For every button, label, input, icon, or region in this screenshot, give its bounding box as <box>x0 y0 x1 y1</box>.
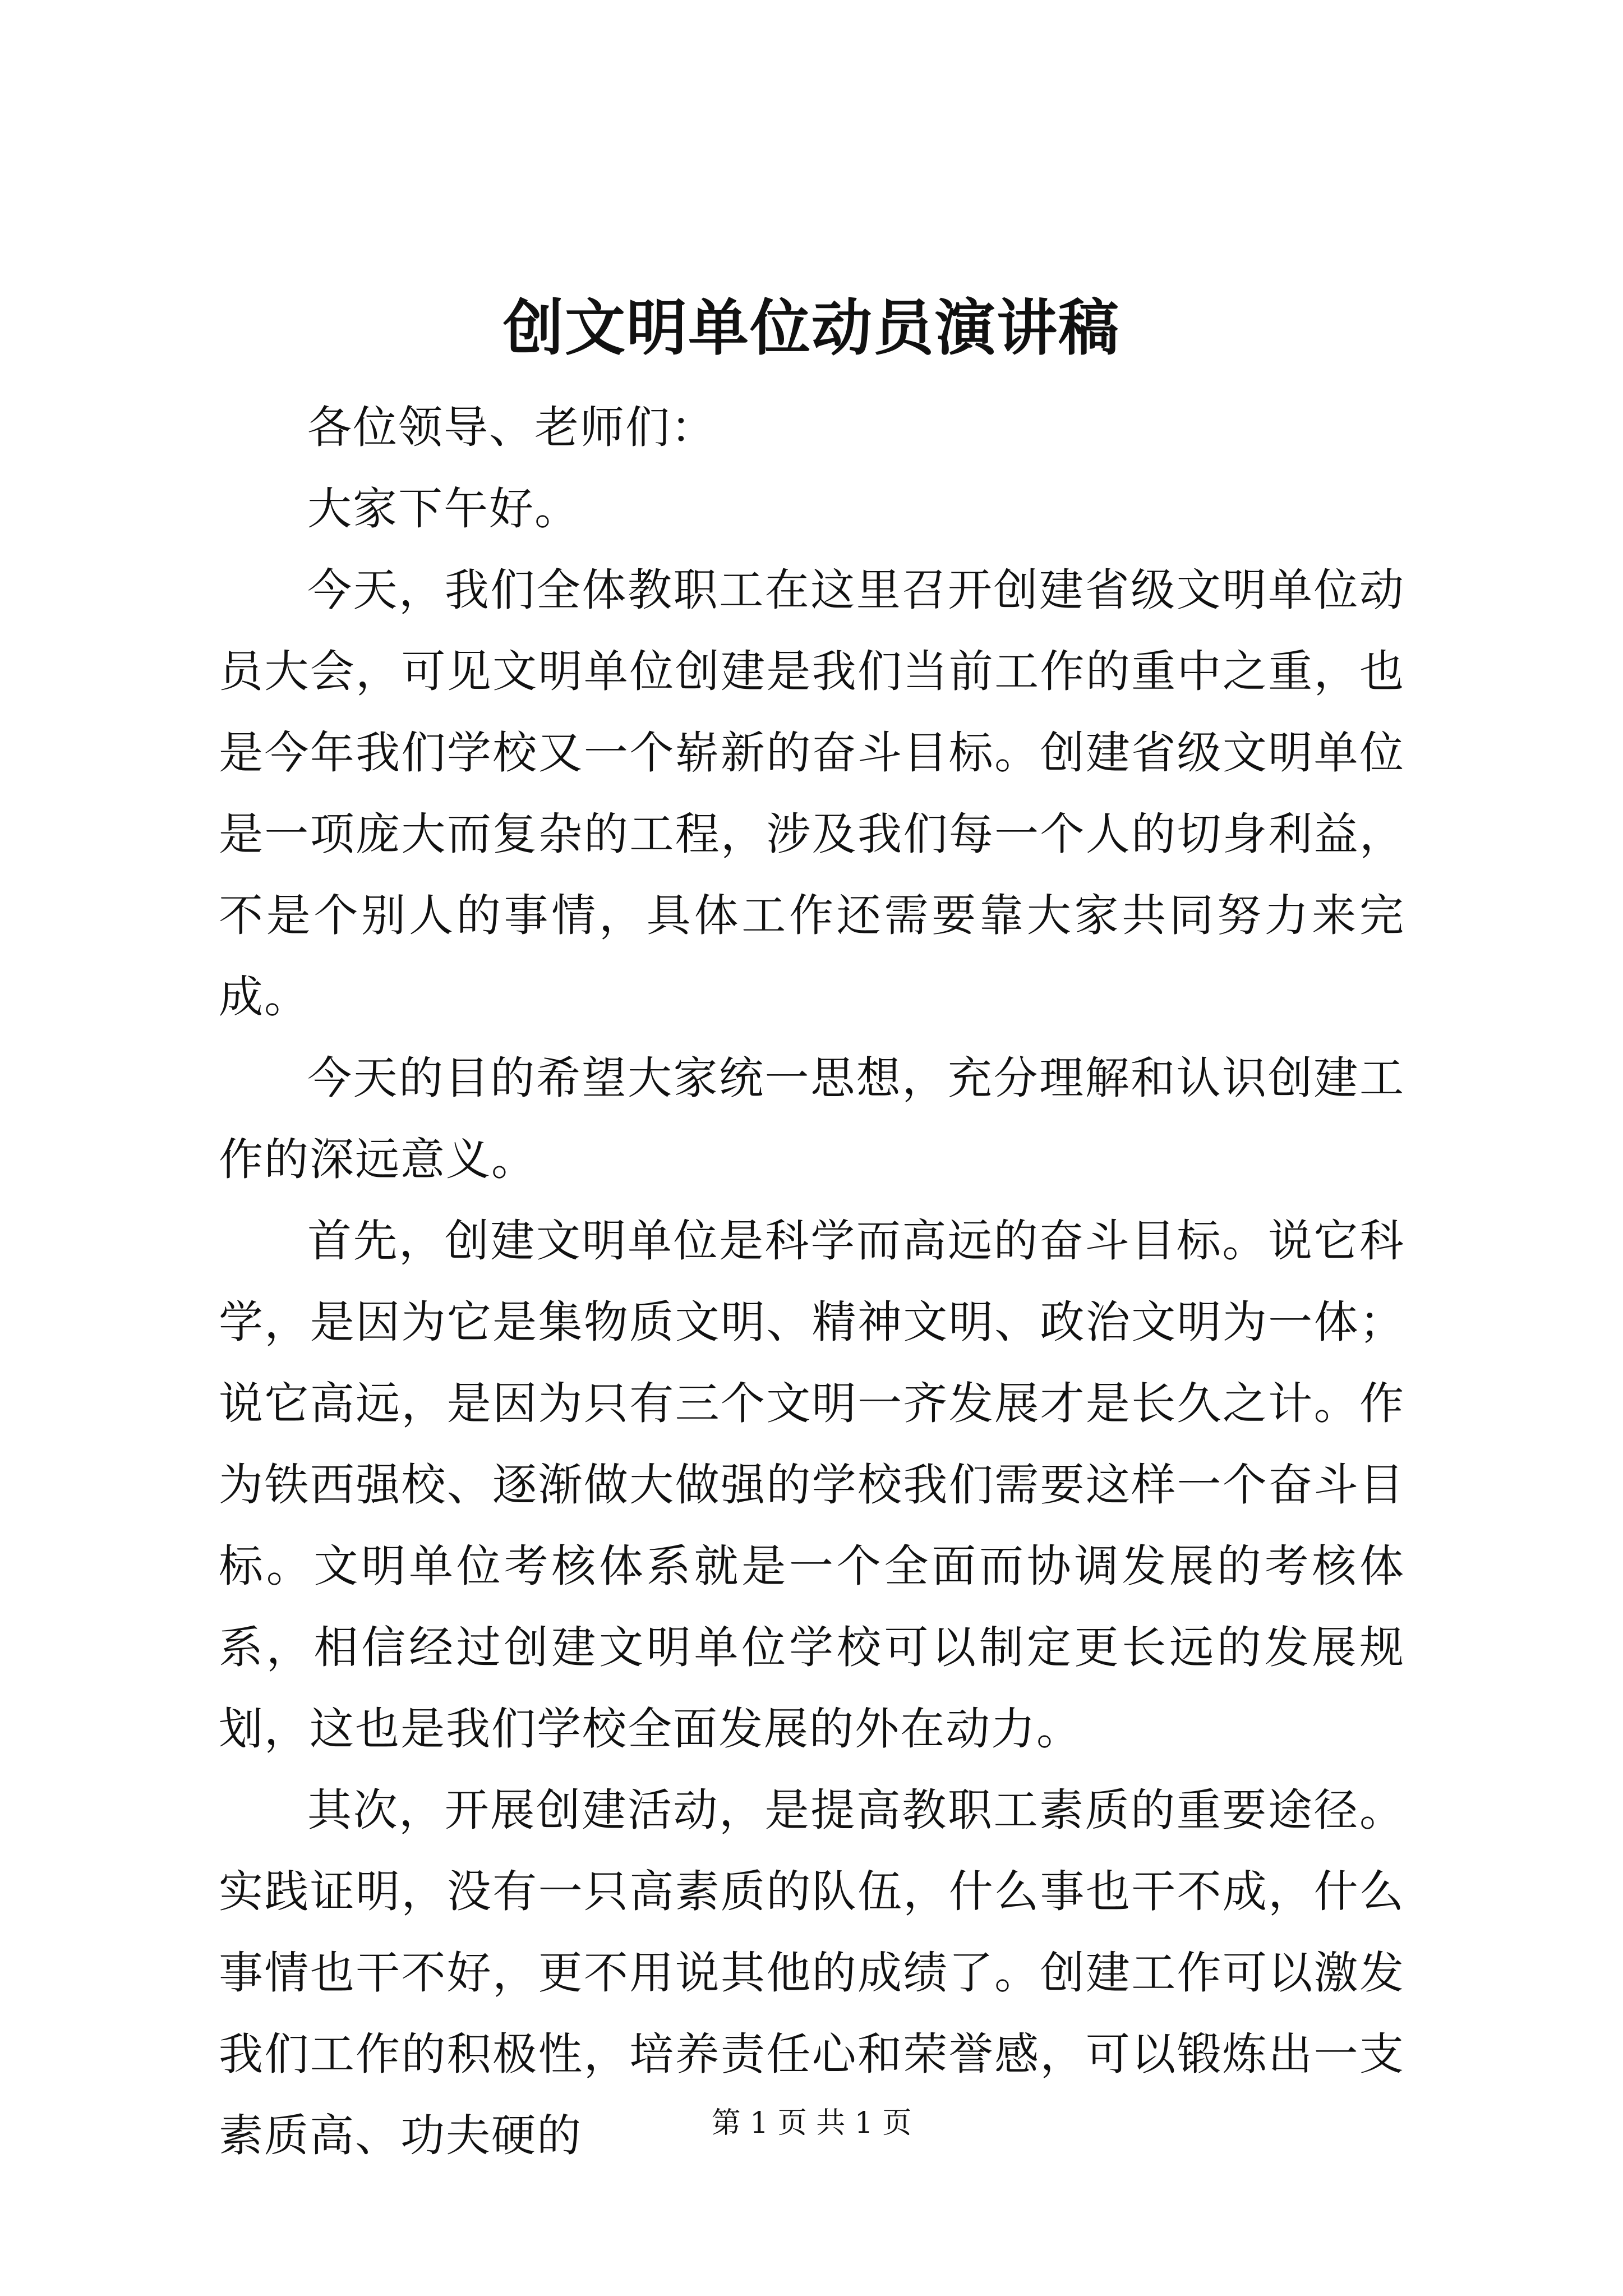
body-paragraph: 今天，我们全体教职工在这里召开创建省级文明单位动员大会，可见文明单位创建是我们当前工作的重中之重，也是今年我们学校又一个崭新的奋斗目标。创建省级文明单位是一项庞大而复杂的工程，涉及我们每一个人的切身利益，不是个别人的事情，具体工作还需要靠大家共同努力来完成。 <box>219 564 1405 1023</box>
document-body <box>219 387 1405 2177</box>
salutation-paragraph: 各位领导、老师们： <box>307 402 716 453</box>
body-paragraph: 其次，开展创建活动，是提高教职工素质的重要途径。实践证明，没有一只高素质的队伍，什么事也干不成，什么事情也干不好，更不用说其他的成绩了。创建工作可以激发我们工作的积极性，培养责任心和荣誉感，可以锻炼出一支素质高、功夫硬的 <box>219 1784 1405 2161</box>
body-paragraph: 今天的目的希望大家统一思想，充分理解和认识创建工作的深远意义。 <box>219 1052 1405 1185</box>
greeting-paragraph: 大家下午好。 <box>307 483 580 535</box>
body-paragraph: 首先，创建文明单位是科学而高远的奋斗目标。说它科学，是因为它是集物质文明、精神文明、政治文明为一体；说它高远，是因为只有三个文明一齐发展才是长久之计。作为铁西强校、逐渐做大做强的学校我们需要这样一个奋斗目标。文明单位考核体系就是一个全面而协调发展的考核体系，相信经过创建文明单位学校可以制定更长远的发展规划，这也是我们学校全面发展的外在动力。 <box>219 1215 1405 1755</box>
page-footer: 第 1 页 共 1 页 <box>711 2106 912 2140</box>
document-title: 创文明单位动员演讲稿 <box>502 293 1120 364</box>
